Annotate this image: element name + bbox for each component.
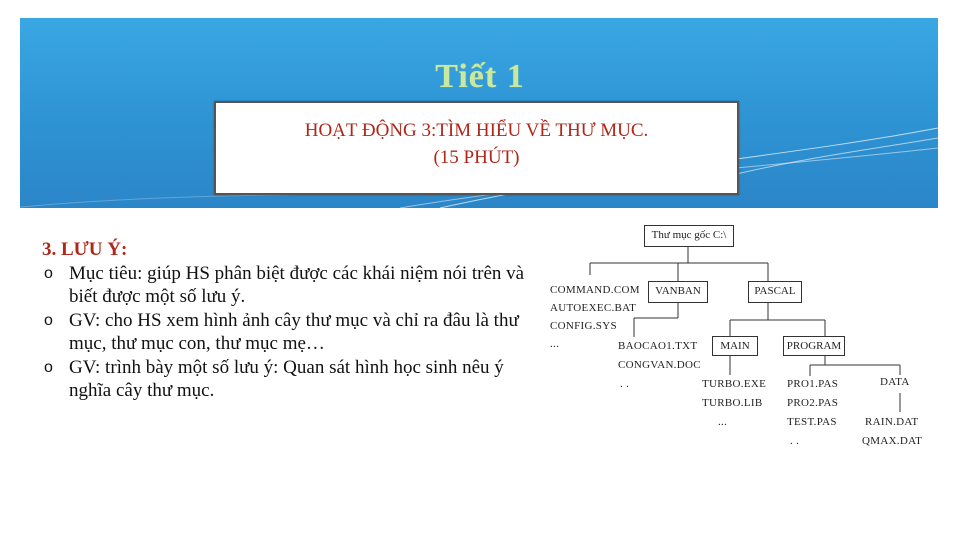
tree-file: PRO1.PAS <box>787 378 839 390</box>
notes-heading: 3. LƯU Ý: <box>42 239 128 260</box>
bullet-circle-icon: o <box>44 358 53 376</box>
tree-file: . . <box>790 435 800 447</box>
tree-file: TURBO.EXE <box>702 378 767 390</box>
notes-list <box>42 262 542 403</box>
tree-file: AUTOEXEC.BAT <box>550 302 637 314</box>
tree-file: . . <box>620 378 630 390</box>
list-item: o GV: trình bày một số lưu ý: Quan sát hình học sinh nêu ý nghĩa cây thư mục. <box>44 356 504 401</box>
tree-file: RAIN.DAT <box>865 416 919 428</box>
tree-root-node: Thư mục gốc C:\ <box>644 225 734 247</box>
tree-file: BAOCAO1.TXT <box>618 340 698 352</box>
tree-file: PRO2.PAS <box>787 397 839 409</box>
bullet-circle-icon: o <box>44 264 53 282</box>
tree-file: TURBO.LIB <box>702 397 763 409</box>
directory-tree-diagram <box>540 215 960 455</box>
tree-folder-vanban: VANBAN <box>648 281 708 303</box>
tree-file: COMMAND.COM <box>550 284 640 296</box>
list-item: o Mục tiêu: giúp HS phân biệt được các khái niệm nói trên và biết được một số lưu ý. <box>44 262 525 307</box>
tree-file: ... <box>550 338 560 350</box>
activity-duration: (15 PHÚT) <box>433 147 520 168</box>
tree-folder-program: PROGRAM <box>783 336 845 356</box>
tree-folder-pascal: PASCAL <box>748 281 802 303</box>
bullet-circle-icon: o <box>44 311 53 329</box>
activity-box <box>214 101 739 195</box>
activity-title: HOẠT ĐỘNG 3:TÌM HIỂU VỀ THƯ MỤC. <box>304 120 649 141</box>
tree-file: CONFIG.SYS <box>550 320 617 332</box>
tree-file: QMAX.DAT <box>862 435 923 447</box>
tree-folder-main: MAIN <box>712 336 758 356</box>
tree-folder-data: DATA <box>880 376 910 388</box>
tree-file: ... <box>718 416 728 428</box>
list-item: o GV: cho HS xem hình ảnh cây thư mục và chỉ ra đâu là thư mục, thư mục con, thư mục mẹ… <box>44 309 519 354</box>
slide-title: Tiết 1 <box>435 58 525 95</box>
tree-file: TEST.PAS <box>787 416 837 428</box>
notes-section <box>42 238 542 403</box>
tree-file: CONGVAN.DOC <box>618 359 701 371</box>
